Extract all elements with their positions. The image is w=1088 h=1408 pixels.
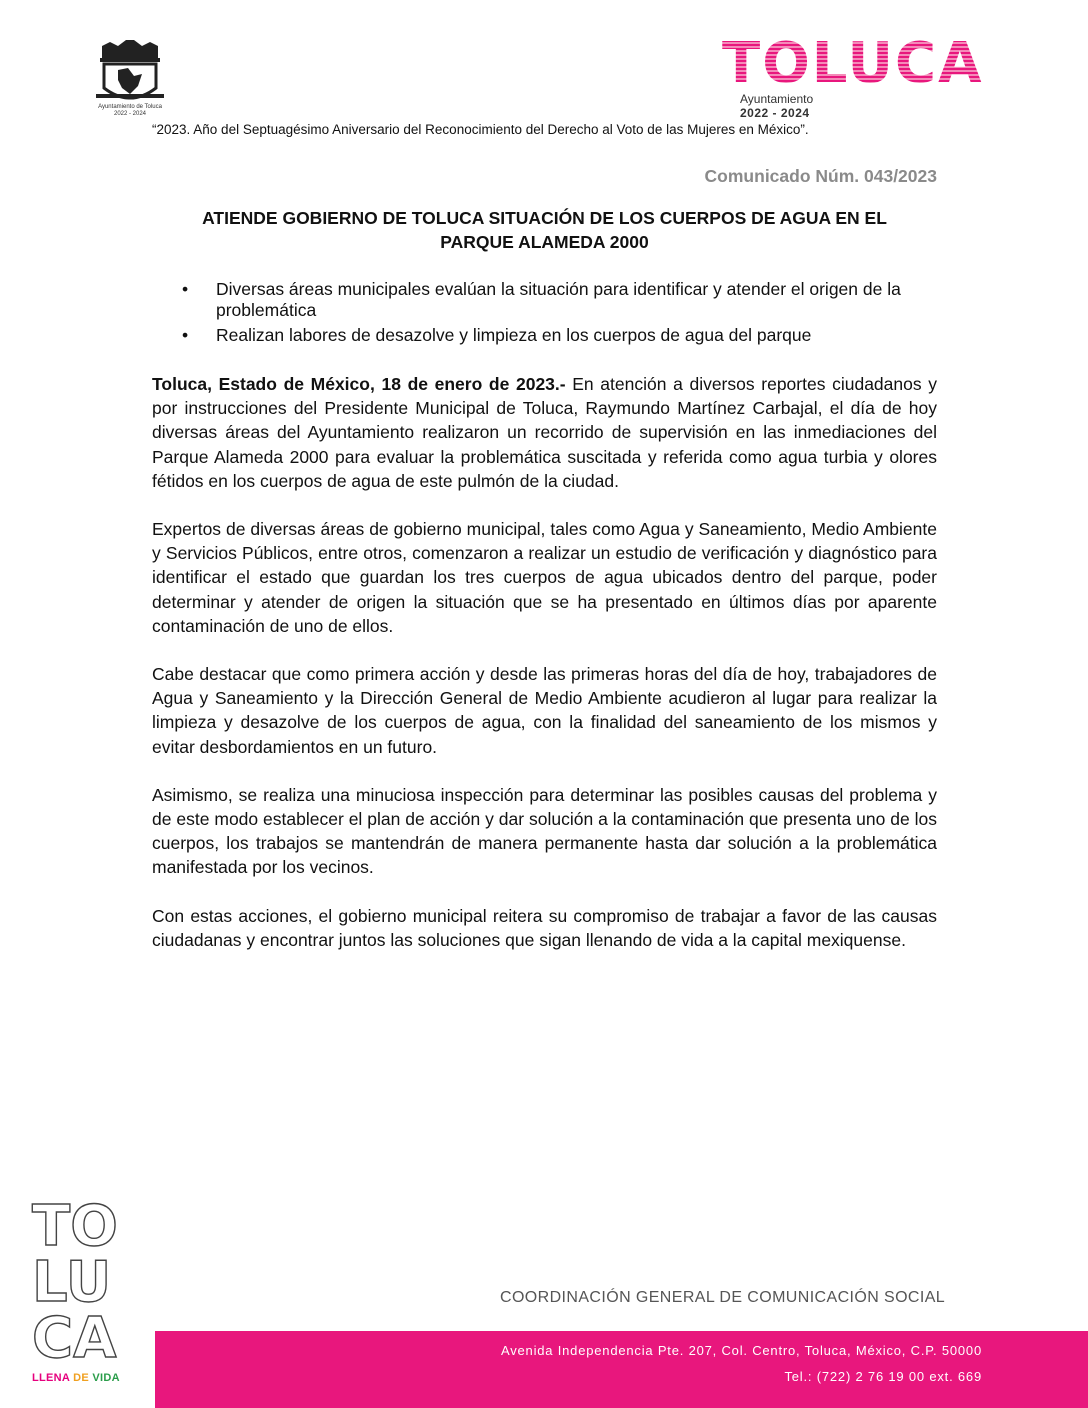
summary-bullets xyxy=(182,279,942,350)
bullet-dot-icon: • xyxy=(182,279,189,299)
bullet-item xyxy=(182,325,942,346)
stack-logo-row-3: CA xyxy=(32,1306,117,1365)
headline-line1: ATIENDE GOBIERNO DE TOLUCA SITUACIÓN DE LOS CUERPOS DE AGUA EN EL xyxy=(202,208,887,228)
headline-line2: PARQUE ALAMEDA 2000 xyxy=(440,232,649,252)
stack-logo-row-1: TO xyxy=(32,1195,118,1259)
logo-subtitle: Ayuntamiento xyxy=(740,92,814,106)
footer-address: Avenida Independencia Pte. 207, Col. Centro, Toluca, México, C.P. 50000 xyxy=(500,1343,982,1358)
paragraph-2: Expertos de diversas áreas de gobierno municipal, tales como Agua y Saneamiento, Medio Ambiente y Servicios Públicos, entre otros, comenzaron a realizar un estudio de verificación y diagnóstico para identificar el estado que guardan los tres cuerpos de agua ubicados dentro del parque, poder determinar y atender de origen la situación que se ha presentado en últimos días por aparente contaminación de uno de ellos. xyxy=(152,519,937,636)
coordination-office: COORDINACIÓN GENERAL DE COMUNICACIÓN SOCIAL xyxy=(500,1289,946,1306)
slogan xyxy=(32,1372,120,1384)
bullet-text: Diversas áreas municipales evalúan la situación para identificar y atender el origen de la problemática xyxy=(216,279,901,320)
slogan-part-3: VIDA xyxy=(92,1372,120,1384)
bullet-item xyxy=(182,279,942,321)
bullet-dot-icon: • xyxy=(182,325,189,345)
slogan-part-2: DE xyxy=(69,1372,93,1384)
slogan-part-1: LLENA xyxy=(32,1372,70,1384)
official-motto: “2023. Año del Septuagésimo Aniversario del Reconocimiento del Derecho al Voto de las Mujeres en México”. xyxy=(152,122,809,137)
logo-years: 2022 - 2024 xyxy=(740,106,810,120)
toluca-stacked-logo xyxy=(30,1195,140,1365)
bullet-text: Realizan labores de desazolve y limpieza en los cuerpos de agua del parque xyxy=(216,325,812,345)
dateline: Toluca, Estado de México, 18 de enero de 2023.- xyxy=(152,374,566,394)
footer-phone: Tel.: (722) 2 76 19 00 ext. 669 xyxy=(784,1369,982,1384)
headline xyxy=(152,206,937,254)
crest-caption-line1: Ayuntamiento de Toluca xyxy=(98,104,162,110)
paragraph-5: Con estas acciones, el gobierno municipal reitera su compromiso de trabajar a favor de las causas ciudadanas y encontrar juntos las soluciones que sigan llenando de vida a la capital mexiquense. xyxy=(152,905,937,950)
crest-caption-line2: 2022 - 2024 xyxy=(113,111,147,117)
toluca-brand-logo xyxy=(722,36,984,90)
bulletin-number: Comunicado Núm. 043/2023 xyxy=(704,166,937,186)
logo-wordmark: TOLUCA xyxy=(722,36,984,90)
article-body xyxy=(152,372,937,976)
paragraph-4: Asimismo, se realiza una minuciosa inspección para determinar las posibles causas del problema y de este modo establecer el plan de acción y dar solución a la contaminación que presenta uno de los cuerpos, los trabajos se mantendrán de manera permanente hasta dar solución a la problemática manifestada por los vecinos. xyxy=(152,784,937,878)
paragraph-1 xyxy=(152,372,937,493)
stack-logo-row-2: LU xyxy=(32,1250,112,1315)
paragraph-3: Cabe destacar que como primera acción y desde las primeras horas del día de hoy, trabajadores de Agua y Saneamiento y la Dirección General de Medio Ambiente acudieron al lugar para realizar la limpieza y desazolve de los cuerpos de agua, con la finalidad del saneamiento de los mismos y evitar desbordamientos en un futuro. xyxy=(152,664,937,757)
crest-caption xyxy=(80,104,180,118)
paragraph-1-text: En atención a diversos reportes ciudadanos y por instrucciones del Presidente Municipal de Toluca, Raymundo Martínez Carbajal, el día de hoy diversas áreas del Ayuntamiento realizaron un recorrido de supervisión en las inmediaciones del Parque Alameda 2000 para evaluar la problemática suscitada y referida como agua turbia y olores fétidos en los cuerpos de agua de este pulmón de la ciudad. xyxy=(152,374,937,491)
